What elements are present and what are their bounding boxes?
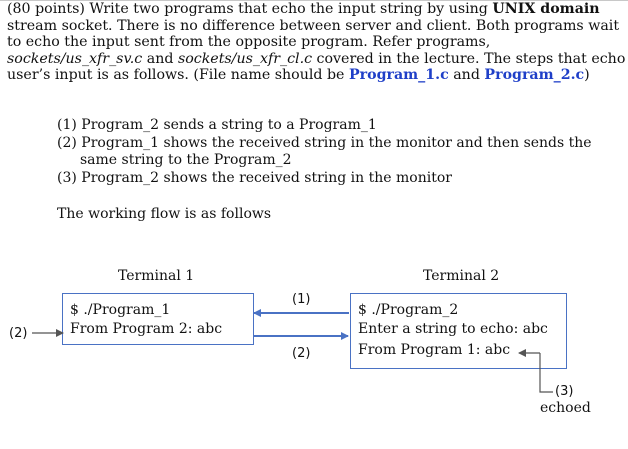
terminal1-line-1: $ ./Program_1: [70, 302, 171, 318]
terminal1-title: Terminal 1: [118, 268, 195, 284]
step-1: (1) Program_2 sends a string to a Program_1: [57, 117, 377, 133]
file-name-program1: Program_1.c: [348, 67, 449, 84]
label-step1: (1): [292, 292, 311, 307]
label-step2-mid: (2): [292, 346, 311, 361]
problem-line5: user’s input is as follows. (File name should be: [7, 67, 349, 84]
problem-line4-post: covered in the lecture. The steps that echo: [312, 50, 626, 67]
unix-domain-text: UNIX domain: [492, 1, 600, 17]
problem-line3: to echo the input sent from the opposite program. Refer programs,: [7, 34, 491, 51]
step-3: (3) Program_2 shows the received string in the monitor: [57, 170, 452, 187]
label-step2-left: (2): [9, 326, 28, 341]
terminal2-line-3: From Program 1: abc: [358, 342, 511, 358]
problem-line5-and: and: [448, 67, 485, 84]
label-echoed: echoed: [540, 400, 591, 416]
step3-callout-line: [540, 353, 553, 392]
flow-heading: The working flow is as follows: [57, 206, 272, 222]
problem-line4-and: and: [142, 50, 178, 67]
problem-line2: stream socket. There is no difference between server and client. Both programs wait: [7, 17, 620, 34]
problem-line5-post: ): [584, 67, 590, 84]
label-step3: (3): [555, 384, 574, 399]
terminal2-line-2: Enter a string to echo: abc: [358, 321, 548, 337]
terminal2-title: Terminal 2: [423, 268, 500, 284]
sv-file-ref: sockets/us_xfr_sv.c: [7, 50, 143, 67]
step-2-continued: same string to the Program_2: [80, 152, 292, 169]
terminal2-line-1: $ ./Program_2: [358, 302, 459, 318]
problem-line1: (80 points) Write two programs that echo the input string by using: [7, 1, 493, 17]
file-name-program2: Program_2.c: [484, 67, 585, 84]
step-2: (2) Program_1 shows the received string in the monitor and then sends the: [57, 134, 592, 151]
cl-file-ref: sockets/us_xfr_cl.c: [177, 50, 313, 67]
terminal1-line-2: From Program 2: abc: [70, 321, 223, 337]
